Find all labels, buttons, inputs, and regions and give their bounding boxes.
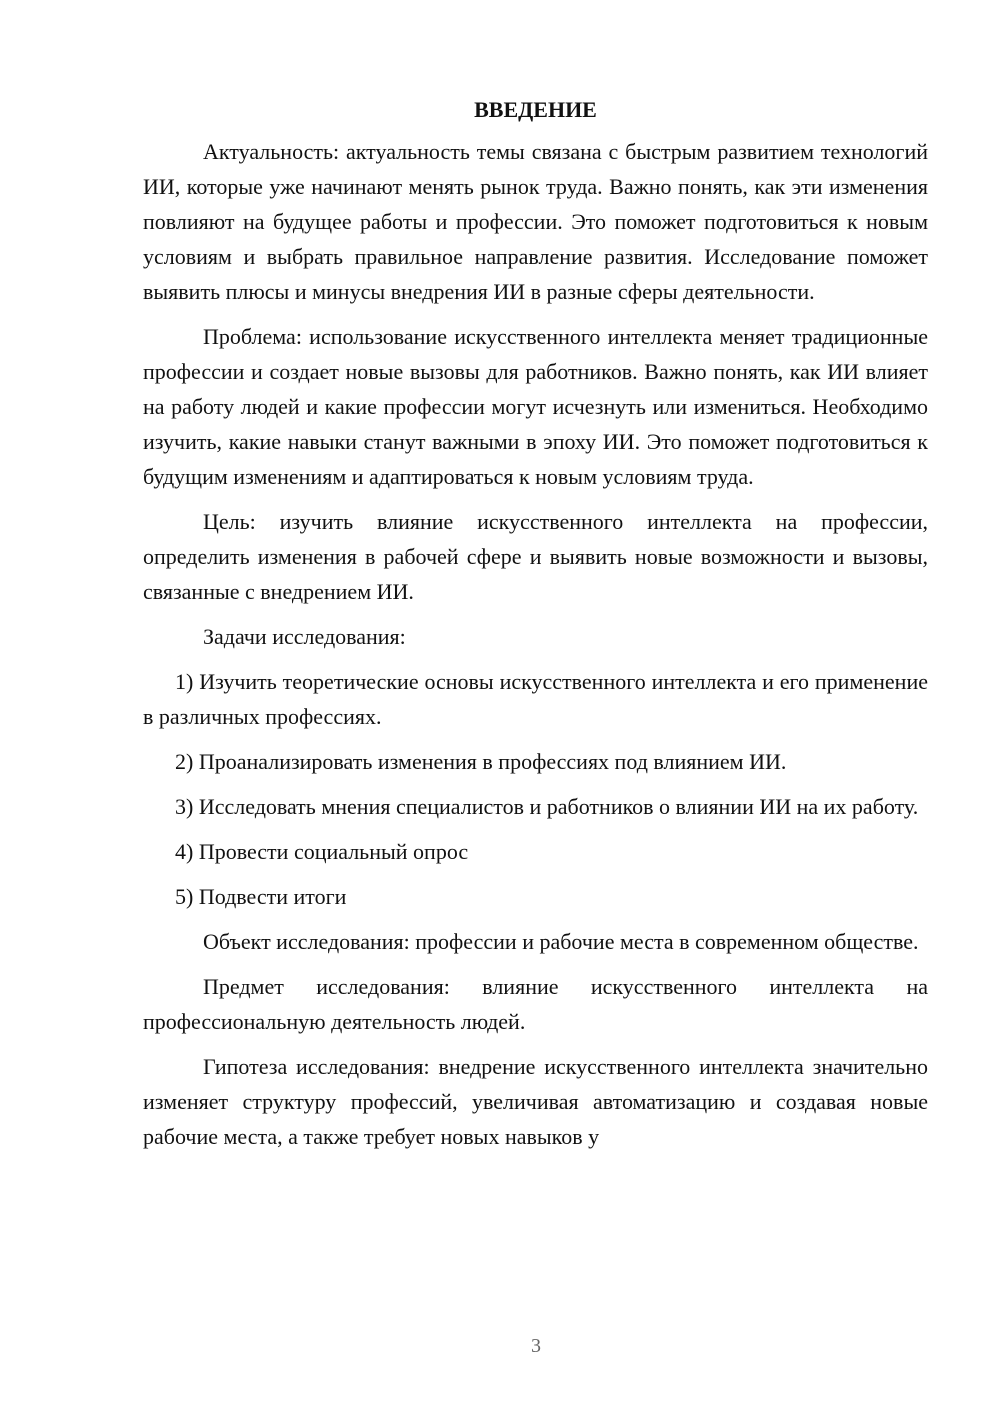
section-heading: ВВЕДЕНИЕ bbox=[474, 97, 597, 122]
task-item-2: 2) Проанализировать изменения в профессиях под влиянием ИИ. bbox=[175, 749, 787, 774]
tasks-heading: Задачи исследования: bbox=[203, 624, 406, 649]
task-item-1: 1) Изучить теоретические основы искусственного интеллекта и его применение в различных профессиях. bbox=[143, 669, 928, 729]
object-paragraph: Объект исследования: профессии и рабочие места в современном обществе. bbox=[203, 929, 919, 954]
hypothesis-paragraph: Гипотеза исследования: внедрение искусственного интеллекта значительно изменяет структуру профессий, увеличивая автоматизацию и создавая новые рабочие места, а также требует новых навыков у bbox=[143, 1054, 928, 1149]
task-item-4: 4) Провести социальный опрос bbox=[175, 839, 469, 864]
page-content bbox=[143, 92, 928, 1164]
page-number: 3 bbox=[531, 1335, 541, 1357]
goal-paragraph: Цель: изучить влияние искусственного интеллекта на профессии, определить изменения в рабочей сфере и выявить новые возможности и вызовы, связанные с внедрением ИИ. bbox=[143, 509, 928, 604]
subject-paragraph: Предмет исследования: влияние искусственного интеллекта на профессиональную деятельность людей. bbox=[143, 974, 928, 1034]
problem-paragraph: Проблема: использование искусственного интеллекта меняет традиционные профессии и создает новые вызовы для работников. Важно понять, как ИИ влияет на работу людей и какие профессии могут исчезнуть или измениться. Необходимо изучить, какие навыки станут важными в эпоху ИИ. Это поможет подготовиться к будущим изменениям и адаптироваться к новым условиям труда. bbox=[143, 324, 928, 489]
task-item-5: 5) Подвести итоги bbox=[175, 884, 347, 909]
task-item-3: 3) Исследовать мнения специалистов и работников о влиянии ИИ на их работу. bbox=[175, 794, 919, 819]
relevance-paragraph: Актуальность: актуальность темы связана с быстрым развитием технологий ИИ, которые уже начинают менять рынок труда. Важно понять, как эти изменения повлияют на будущее работы и профессии. Это поможет подготовиться к новым условиям и выбрать правильное направление развития. Исследование поможет выявить плюсы и минусы внедрения ИИ в разные сферы деятельности. bbox=[143, 139, 928, 304]
